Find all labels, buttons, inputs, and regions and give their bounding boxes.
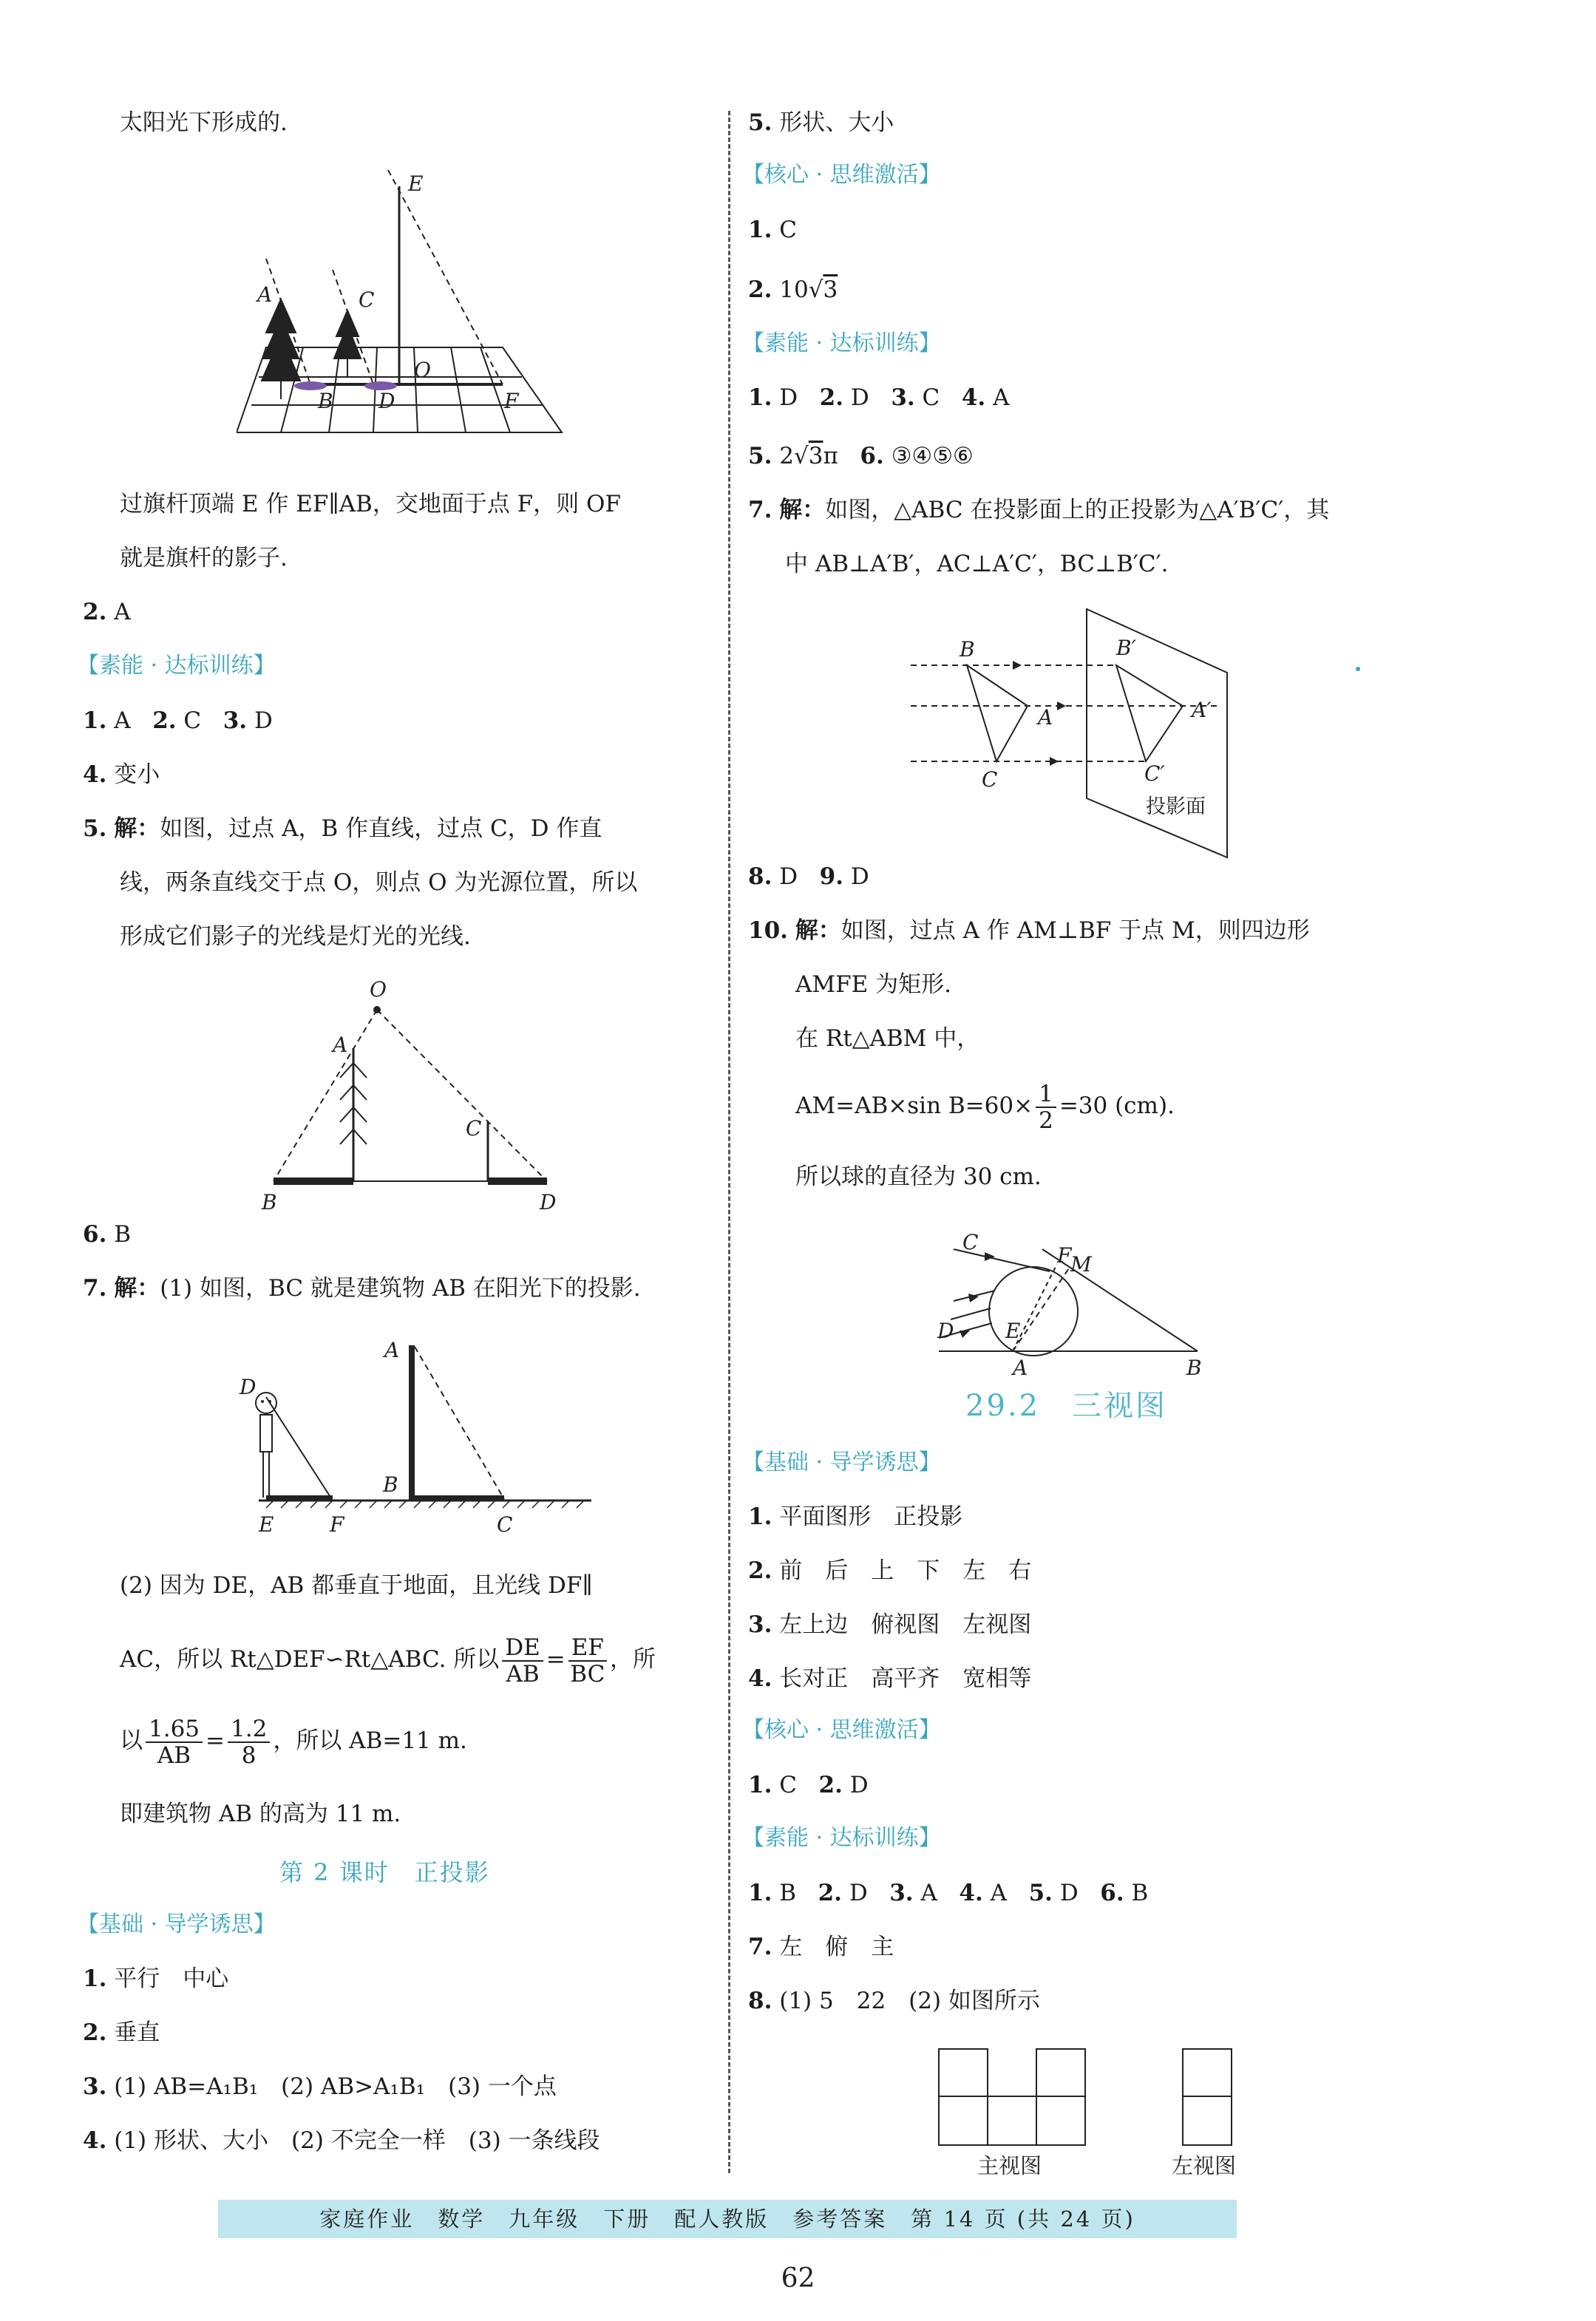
ball-label-m: M [1070, 1252, 1092, 1277]
proj-label-b-prime: B′ [1116, 636, 1136, 660]
figure-orthographic-projection [902, 606, 1286, 872]
j3-answer: 左上边 俯视图 左视图 [779, 1611, 1032, 1638]
right-hexin-answers: 1. C 2. D [748, 1772, 869, 1798]
q2-answer: A [114, 599, 131, 625]
column-divider [728, 111, 730, 2173]
ball-label-b: B [1186, 1356, 1202, 1380]
ball-label-e: E [1005, 1319, 1021, 1343]
j4-answer: 长对正 高平齐 宽相等 [779, 1665, 1032, 1692]
b4-answer: (1) 形状、大小 (2) 不完全一样 (3) 一条线段 [114, 2127, 600, 2154]
q6-num: 6. [83, 1221, 107, 1248]
left-answers-1-3: 1. A 2. C 3. D [83, 707, 273, 734]
fig3-label-a: A [384, 1338, 400, 1362]
tag-jichu-left: 【基础 · 导学诱思】 [77, 1911, 276, 1937]
q4-answer: 变小 [114, 761, 160, 788]
c1-answer: C [779, 217, 797, 243]
c2-answer: 10√3 [779, 276, 838, 303]
q5-line3: 形成它们影子的光线是灯光的光线. [120, 923, 471, 950]
proj-label-a-prime: A′ [1192, 698, 1212, 722]
fig3-label-b: B [383, 1472, 398, 1497]
q4-num: 4. [83, 761, 107, 788]
fraction-de-ab: $\frac{DE}{AB}$ [502, 1635, 543, 1687]
flag-explain-2: 就是旗杆的影子. [120, 545, 288, 571]
ball-label-c: C [962, 1230, 979, 1254]
fig1-label-f: F [504, 389, 519, 413]
q7-label: 解： [114, 1275, 160, 1302]
q7-p2-line3: 以 $\frac{1.65}{AB}$ = $\frac{1.2}{8}$ ，所以 AB=11 m. [120, 1715, 467, 1769]
proj-label-c: C [982, 767, 998, 792]
right-answers-1-4: 1. D 2. D 3. C 4. A [748, 384, 1010, 411]
proj-plane-label: 投影面 [1146, 795, 1206, 818]
section-title-three-views: 29.2 三视图 [965, 1389, 1168, 1423]
q5-label: 解： [114, 815, 160, 842]
fraction-165-ab: $\frac{1.65}{AB}$ [146, 1716, 203, 1768]
page-footer: 家庭作业 数学 九年级 下册 配人教版 参考答案 第 14 页 (共 24 页) [218, 2200, 1237, 2238]
s10-line5: 所以球的直径为 30 cm. [795, 1163, 1042, 1190]
s10-line2: AMFE 为矩形. [795, 971, 951, 998]
q7-p2-line2: AC，所以 Rt△DEF∽Rt△ABC. 所以 $\frac{DE}{AB}$ = $\frac{EF}{BC}$ ，所 [120, 1634, 656, 1688]
s10-line3: 在 Rt△ABM 中， [795, 1025, 980, 1052]
fig3-label-f: F [330, 1512, 344, 1537]
fig1-label-a: A [257, 282, 273, 307]
fig1-label-o: O [414, 358, 431, 382]
proj-label-a: A [1038, 705, 1053, 730]
fig2-label-o: O [370, 977, 387, 1002]
s10-line4: AM=AB×sin B=60× $\frac{1}{2}$ =30 (cm). [795, 1080, 1175, 1134]
r5-answer: 形状、大小 [779, 109, 894, 136]
proj-label-b: B [960, 637, 975, 662]
b2-answer: 垂直 [114, 2019, 160, 2046]
view-main-label: 主视图 [977, 2153, 1042, 2178]
page-number: 62 [781, 2263, 815, 2294]
fraction-one-half: $\frac{1}{2}$ [1036, 1081, 1056, 1133]
figure-flagpole-shadow [237, 155, 577, 444]
b1-answer: 平行 中心 [114, 1965, 229, 1992]
flag-explain-1: 过旗杆顶端 E 作 EF∥AB，交地面于点 F，则 OF [120, 491, 621, 517]
ball-label-a: A [1013, 1356, 1028, 1380]
right-answers-5-6: 5. 2√3π 6. ③④⑤⑥ [748, 443, 974, 469]
tag-jichu-right: 【基础 · 导学诱思】 [742, 1450, 941, 1475]
dot-mark [1356, 667, 1360, 671]
right-answers-8-9: 8. D 9. D [748, 863, 869, 890]
fig3-label-d: D [240, 1375, 257, 1399]
view-left-label: 左视图 [1172, 2153, 1237, 2178]
b3-answer: (1) AB=A₁B₁ (2) AB>A₁B₁ (3) 一个点 [114, 2073, 557, 2100]
k8-answer: (1) 5 22 (2) 如图所示 [779, 1988, 1040, 2014]
q2-num: 2. [83, 599, 107, 625]
fig2-label-a: A [333, 1033, 348, 1057]
figure-three-views [931, 2040, 1271, 2188]
fig1-label-c: C [359, 288, 375, 312]
s7-line1: 如图，△ABC 在投影面上的正投影为△A′B′C′，其 [825, 497, 1330, 523]
fig2-label-d: D [540, 1190, 557, 1214]
tag-suneng-right: 【素能 · 达标训练】 [742, 330, 941, 356]
ball-label-f: F [1057, 1243, 1072, 1268]
q7-line1: (1) 如图，BC 就是建筑物 AB 在阳光下的投影. [160, 1275, 641, 1302]
fig3-label-e: E [259, 1512, 274, 1537]
ball-label-d: D [937, 1319, 954, 1343]
k7-answer: 左 俯 主 [779, 1934, 894, 1960]
j2-answer: 前 后 上 下 左 右 [779, 1557, 1032, 1584]
lesson2-title: 第 2 课时 正投影 [279, 1858, 490, 1886]
q7-conclusion: 即建筑物 AB 的高为 11 m. [120, 1801, 401, 1827]
fraction-12-8: $\frac{1.2}{8}$ [228, 1716, 270, 1768]
q5-num: 5. [83, 815, 107, 842]
s7-line2: 中 AB⊥A′B′，AC⊥A′C′，BC⊥B′C′. [785, 551, 1169, 577]
figure-building-shadow [229, 1331, 599, 1545]
fig1-label-d: D [378, 389, 395, 413]
figure-light-source [251, 974, 577, 1218]
fig2-label-c: C [466, 1116, 482, 1141]
proj-label-c-prime: C′ [1144, 761, 1165, 786]
tag-suneng-right-2: 【素能 · 达标训练】 [742, 1825, 941, 1851]
q5-line2: 线，两条直线交于点 O，则点 O 为光源位置，所以 [120, 869, 638, 896]
tag-hexin-right: 【核心 · 思维激活】 [742, 162, 941, 188]
right-suneng-answers: 1. B 2. D 3. A 4. A 5. D 6. B [748, 1880, 1149, 1906]
q5-line1: 如图，过点 A，B 作直线，过点 C，D 作直 [160, 815, 602, 842]
fraction-ef-bc: $\frac{EF}{BC}$ [568, 1635, 607, 1687]
s10-line1: 如图，过点 A 作 AM⊥BF 于点 M，则四边形 [841, 917, 1310, 944]
fig1-label-b: B [318, 389, 333, 413]
fig1-label-e: E [408, 171, 424, 196]
q7-p2-line1: (2) 因为 DE，AB 都垂直于地面，且光线 DF∥ [120, 1572, 593, 1599]
q7-num: 7. [83, 1275, 107, 1302]
tag-suneng-left: 【素能 · 达标训练】 [77, 653, 276, 679]
figure-ball-shadow [924, 1220, 1220, 1390]
q6-answer: B [114, 1221, 132, 1248]
fig3-label-c: C [497, 1512, 513, 1537]
intro-text: 太阳光下形成的. [120, 109, 288, 136]
tag-hexin-right-2: 【核心 · 思维激活】 [742, 1717, 941, 1743]
fig2-label-b: B [262, 1190, 277, 1214]
j1-answer: 平面图形 正投影 [779, 1503, 963, 1530]
